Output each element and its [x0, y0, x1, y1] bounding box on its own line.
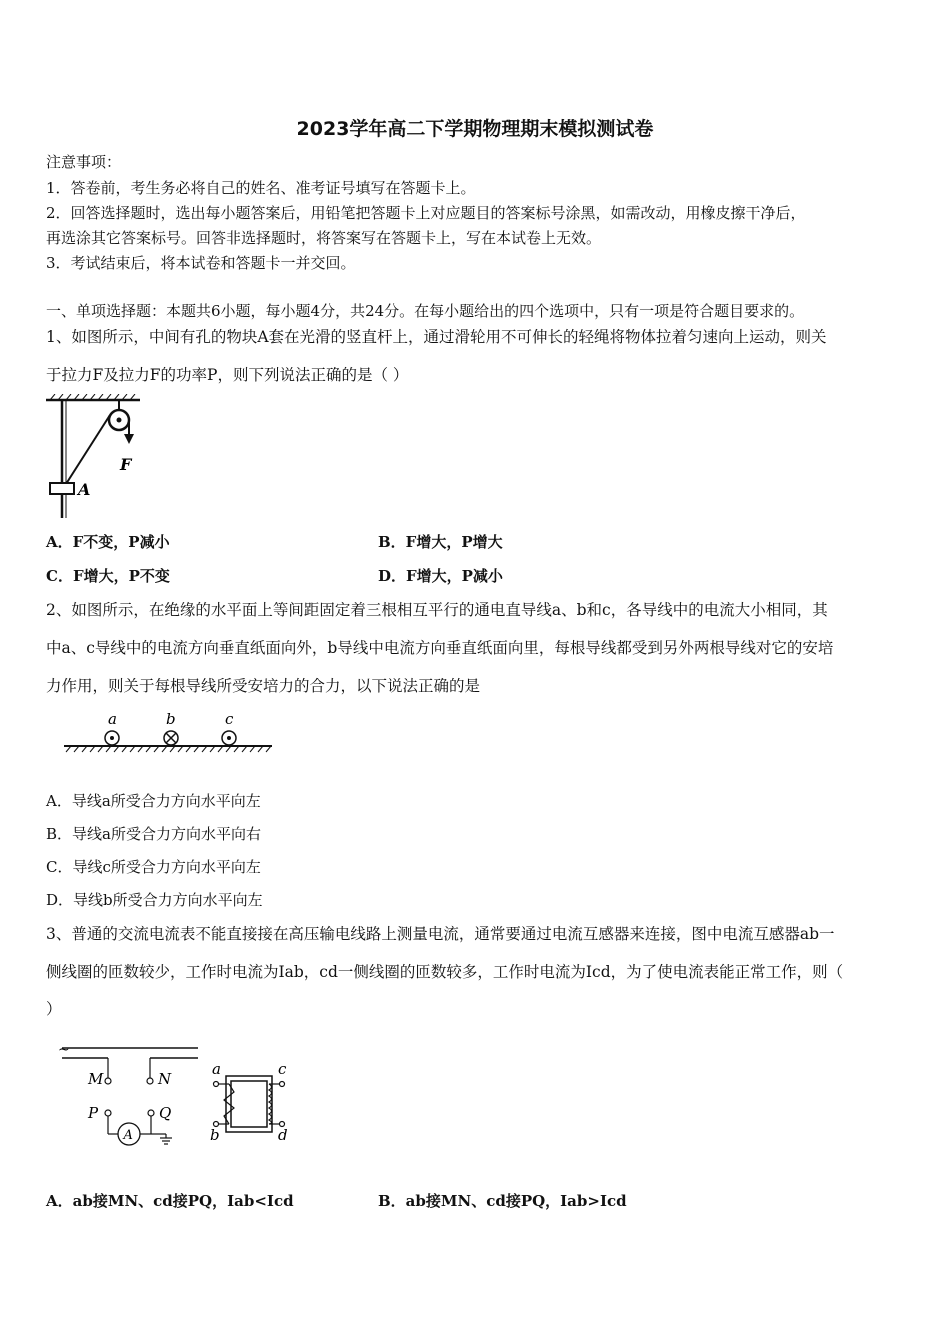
- page-title: 2023学年高二下学期物理期末模拟测试卷: [296, 118, 654, 140]
- terminal-P-label: P: [88, 1104, 99, 1122]
- q2-stem-line-3: 力作用，则关于每根导线所受安培力的合力，以下说法正确的是: [46, 677, 481, 695]
- q2-stem-line-1: 2、如图所示，在绝缘的水平面上等间距固定着三根相互平行的通电直导线a、b和c，各导线中的电流大小相同，其: [46, 601, 828, 619]
- q1-option-b[interactable]: B．F增大，P增大: [378, 533, 503, 551]
- notice-item-1: 1．答卷前，考生务必将自己的姓名、准考证号填写在答题卡上。: [46, 179, 476, 197]
- terminal-Q-label: Q: [159, 1104, 172, 1122]
- q2-stem-line-2: 中a、c导线中的电流方向垂直纸面向外，b导线中电流方向垂直纸面向里，每根导线都受到另外两根导线对它的安培: [46, 639, 834, 657]
- q2-option-a[interactable]: A．导线a所受合力方向水平向左: [46, 792, 261, 810]
- q1-stem-line-2: 于拉力F及拉力F的功率P，则下列说法正确的是（ ）: [46, 366, 409, 384]
- terminal-M-label: M: [88, 1070, 104, 1088]
- q1-option-d[interactable]: D．F增大，P减小: [378, 567, 503, 585]
- notice-heading: 注意事项：: [46, 153, 122, 171]
- q1-option-a[interactable]: A．F不变，P减小: [46, 533, 170, 551]
- q3-option-b[interactable]: B．ab接MN、cd接PQ，Iab>Icd: [378, 1192, 627, 1210]
- q1-stem-line-1: 1、如图所示，中间有孔的物块A套在光滑的竖直杆上，通过滑轮用不可伸长的轻绳将物体拉着匀速向上运动，则关: [46, 328, 827, 346]
- q2-option-d[interactable]: D．导线b所受合力方向水平向左: [46, 891, 263, 909]
- q2-option-c[interactable]: C．导线c所受合力方向水平向左: [46, 858, 261, 876]
- ammeter-label: A: [123, 1128, 133, 1143]
- coil-d-label: d: [278, 1126, 288, 1144]
- notice-item-3: 3．考试结束后，将本试卷和答题卡一并交回。: [46, 254, 356, 272]
- terminal-N-label: N: [158, 1070, 172, 1088]
- q3-stem-line-2: 侧线圈的匝数较少，工作时电流为Iab，cd一侧线圈的匝数较多，工作时电流为Icd，为了使电流表能正常工作，则（: [46, 963, 844, 981]
- q2-option-b[interactable]: B．导线a所受合力方向水平向右: [46, 825, 261, 843]
- notice-item-2-line-2: 再选涂其它答案标号。回答非选择题时，将答案写在答题卡上，写在本试卷上无效。: [46, 229, 602, 247]
- q3-stem-line-3: ）: [46, 1000, 62, 1018]
- ac-source-icon: ~: [58, 1042, 70, 1058]
- coil-a-label: a: [212, 1060, 221, 1078]
- q1-option-c[interactable]: C．F增大，P不变: [46, 567, 170, 585]
- q2-wires-figure: [62, 708, 274, 758]
- q3-option-a[interactable]: A．ab接MN、cd接PQ，Iab<Icd: [46, 1192, 294, 1210]
- wire-b-icon: [164, 731, 178, 745]
- coil-b-label: b: [210, 1126, 220, 1144]
- section-heading: 一、单项选择题：本题共6小题，每小题4分，共24分。在每小题给出的四个选项中，只有一项是符合题目要求的。: [46, 302, 805, 320]
- q2-label-c: c: [225, 710, 234, 728]
- q3-current-transformer-figure: [54, 1036, 294, 1148]
- q2-label-a: a: [108, 710, 117, 728]
- q1-label-F: F: [120, 455, 132, 474]
- q1-pulley-figure: [44, 394, 144, 522]
- notice-item-2-line-1: 2．回答选择题时，选出每小题答案后，用铅笔把答题卡上对应题目的答案标号涂黑，如需改动，用橡皮擦干净后，: [46, 204, 806, 222]
- q1-label-A: A: [78, 480, 91, 499]
- q3-stem-line-1: 3、普通的交流电流表不能直接接在高压输电线路上测量电流，通常要通过电流互感器来连接，图中电流互感器ab一: [46, 925, 835, 943]
- q2-label-b: b: [166, 710, 176, 728]
- coil-c-label: c: [278, 1060, 287, 1078]
